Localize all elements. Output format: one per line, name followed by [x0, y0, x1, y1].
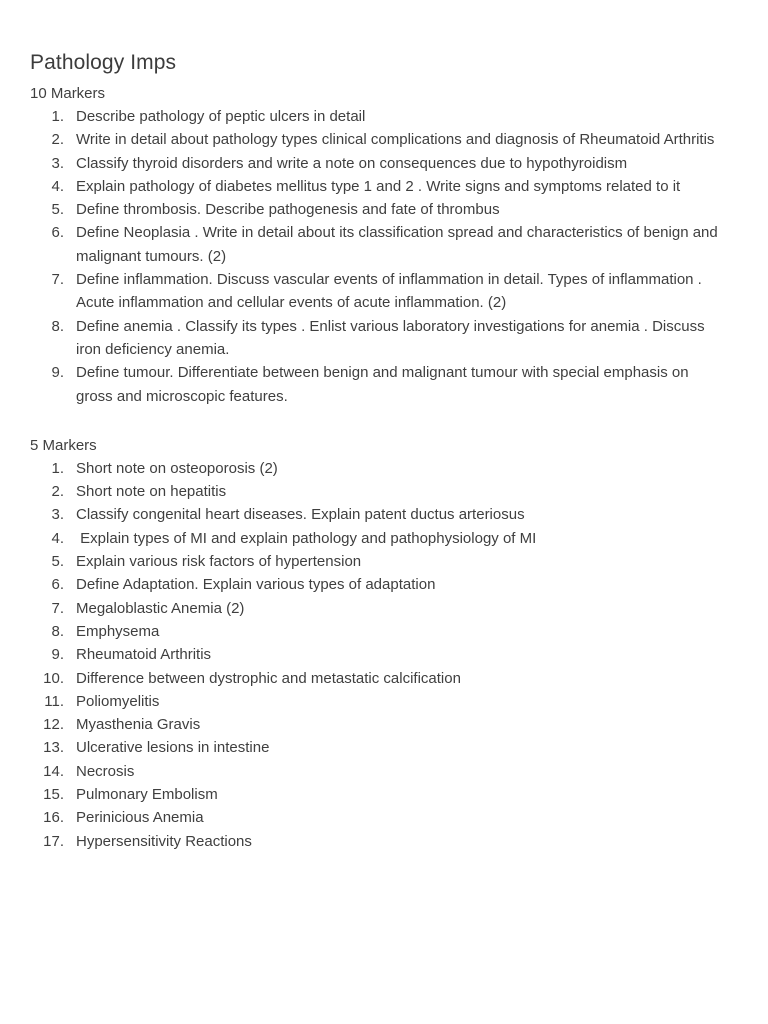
- list-item: [30, 457, 728, 480]
- list-item: [30, 361, 728, 408]
- question-list: [30, 457, 728, 853]
- list-item: [30, 597, 728, 620]
- list-item-number: 5.: [51, 201, 64, 219]
- list-item-number: 12.: [43, 716, 64, 734]
- list-item-number: 6.: [51, 224, 64, 242]
- list-item-text: Explain types of MI and explain pathology and pathophysiology of MI: [76, 529, 537, 547]
- list-item: [30, 690, 728, 713]
- list-item: [30, 128, 728, 151]
- list-item-number: 4.: [51, 177, 64, 195]
- list-item: [30, 806, 728, 829]
- list-item: [30, 573, 728, 596]
- list-item: [30, 198, 728, 221]
- list-item-number: 10.: [43, 669, 64, 687]
- list-item-text: Write in detail about pathology types clinical complications and diagnosis of Rheumatoid Arthritis: [76, 131, 715, 149]
- question-list: [30, 105, 728, 408]
- list-item-number: 13.: [43, 739, 64, 757]
- list-item-number: 1.: [51, 459, 64, 477]
- list-item-text: Classify thyroid disorders and write a note on consequences due to hypothyroidism: [76, 154, 628, 172]
- list-item-text: Define anemia . Classify its types . Enlist various laboratory investigations for anemia . Discuss iron deficiency anemia.: [76, 317, 709, 358]
- list-item-text: Difference between dystrophic and metastatic calcification: [76, 669, 461, 687]
- list-item-text: Describe pathology of peptic ulcers in detail: [76, 108, 366, 125]
- list-item-number: 4.: [51, 529, 64, 547]
- list-item-number: 11.: [44, 692, 64, 710]
- list-item-number: 7.: [51, 599, 64, 617]
- list-item-number: 2.: [51, 483, 64, 501]
- list-item: [30, 550, 728, 573]
- section-spacer: [30, 408, 728, 434]
- list-item-text: Explain various risk factors of hypertension: [76, 553, 362, 571]
- list-item-text: Pulmonary Embolism: [76, 786, 218, 804]
- list-item: [30, 620, 728, 643]
- list-item-number: 6.: [51, 576, 64, 594]
- list-item: [30, 221, 728, 268]
- list-item: [30, 643, 728, 666]
- list-item-text: Ulcerative lesions in intestine: [76, 739, 270, 757]
- list-item: [30, 527, 728, 550]
- list-item: [30, 713, 728, 736]
- list-item-text: Define Neoplasia . Write in detail about its classification spread and characteristics of benign and malignant tumours. (2): [76, 224, 722, 265]
- list-item-text: Emphysema: [76, 622, 160, 640]
- list-item-number: 14.: [43, 762, 64, 780]
- list-item-number: 7.: [51, 271, 64, 289]
- list-item-text: Myasthenia Gravis: [76, 716, 201, 734]
- list-item: [30, 783, 728, 806]
- list-item: [30, 105, 728, 128]
- list-item-text: Define Adaptation. Explain various types of adaptation: [76, 576, 436, 594]
- page-title: Pathology Imps: [30, 51, 177, 74]
- list-item-number: 1.: [51, 108, 64, 125]
- list-item-text: Explain pathology of diabetes mellitus type 1 and 2 . Write signs and symptoms related to it: [76, 177, 681, 195]
- list-item: [30, 736, 728, 759]
- list-item: [30, 667, 728, 690]
- list-item-text: Hypersensitivity Reactions: [76, 832, 252, 850]
- list-item-text: Necrosis: [76, 762, 135, 780]
- list-item-number: 16.: [43, 809, 64, 827]
- list-item: [30, 152, 728, 175]
- list-item-text: Perinicious Anemia: [76, 809, 204, 827]
- list-item-number: 3.: [51, 506, 64, 524]
- list-item-text: Short note on hepatitis: [76, 483, 227, 501]
- section-heading: 10 Markers: [30, 85, 106, 102]
- list-item: [30, 830, 728, 853]
- list-item-number: 8.: [51, 622, 64, 640]
- list-item-number: 17.: [43, 832, 64, 850]
- list-item-number: 9.: [51, 364, 64, 382]
- list-item-text: Megaloblastic Anemia (2): [76, 599, 245, 617]
- section-heading: 5 Markers: [30, 436, 97, 454]
- list-item-text: Classify congenital heart diseases. Explain patent ductus arteriosus: [76, 506, 525, 524]
- list-item-text: Define tumour. Differentiate between benign and malignant tumour with special emphasis on gross and microscopic features.: [76, 364, 693, 405]
- list-item: [30, 315, 728, 362]
- list-item-text: Define thrombosis. Describe pathogenesis and fate of thrombus: [76, 201, 500, 219]
- list-item: [30, 175, 728, 198]
- list-item: [30, 480, 728, 503]
- list-item-text: Poliomyelitis: [76, 692, 160, 710]
- section-10-markers: [30, 82, 728, 408]
- list-item-number: 9.: [51, 646, 64, 664]
- list-item: [30, 760, 728, 783]
- list-item-number: 15.: [43, 786, 64, 804]
- list-item-number: 2.: [51, 131, 64, 149]
- list-item-number: 5.: [51, 553, 64, 571]
- list-item-text: Short note on osteoporosis (2): [76, 459, 278, 477]
- list-item: [30, 268, 728, 315]
- list-item: [30, 503, 728, 526]
- list-item-text: Define inflammation. Discuss vascular events of inflammation in detail. Types of inflammation . Acute inflammation and cellular events of acute inflammation. (2): [76, 271, 706, 312]
- section-5-markers: [30, 434, 728, 853]
- list-item-number: 8.: [51, 317, 64, 335]
- list-item-text: Rheumatoid Arthritis: [76, 646, 212, 664]
- list-item-number: 3.: [51, 154, 64, 172]
